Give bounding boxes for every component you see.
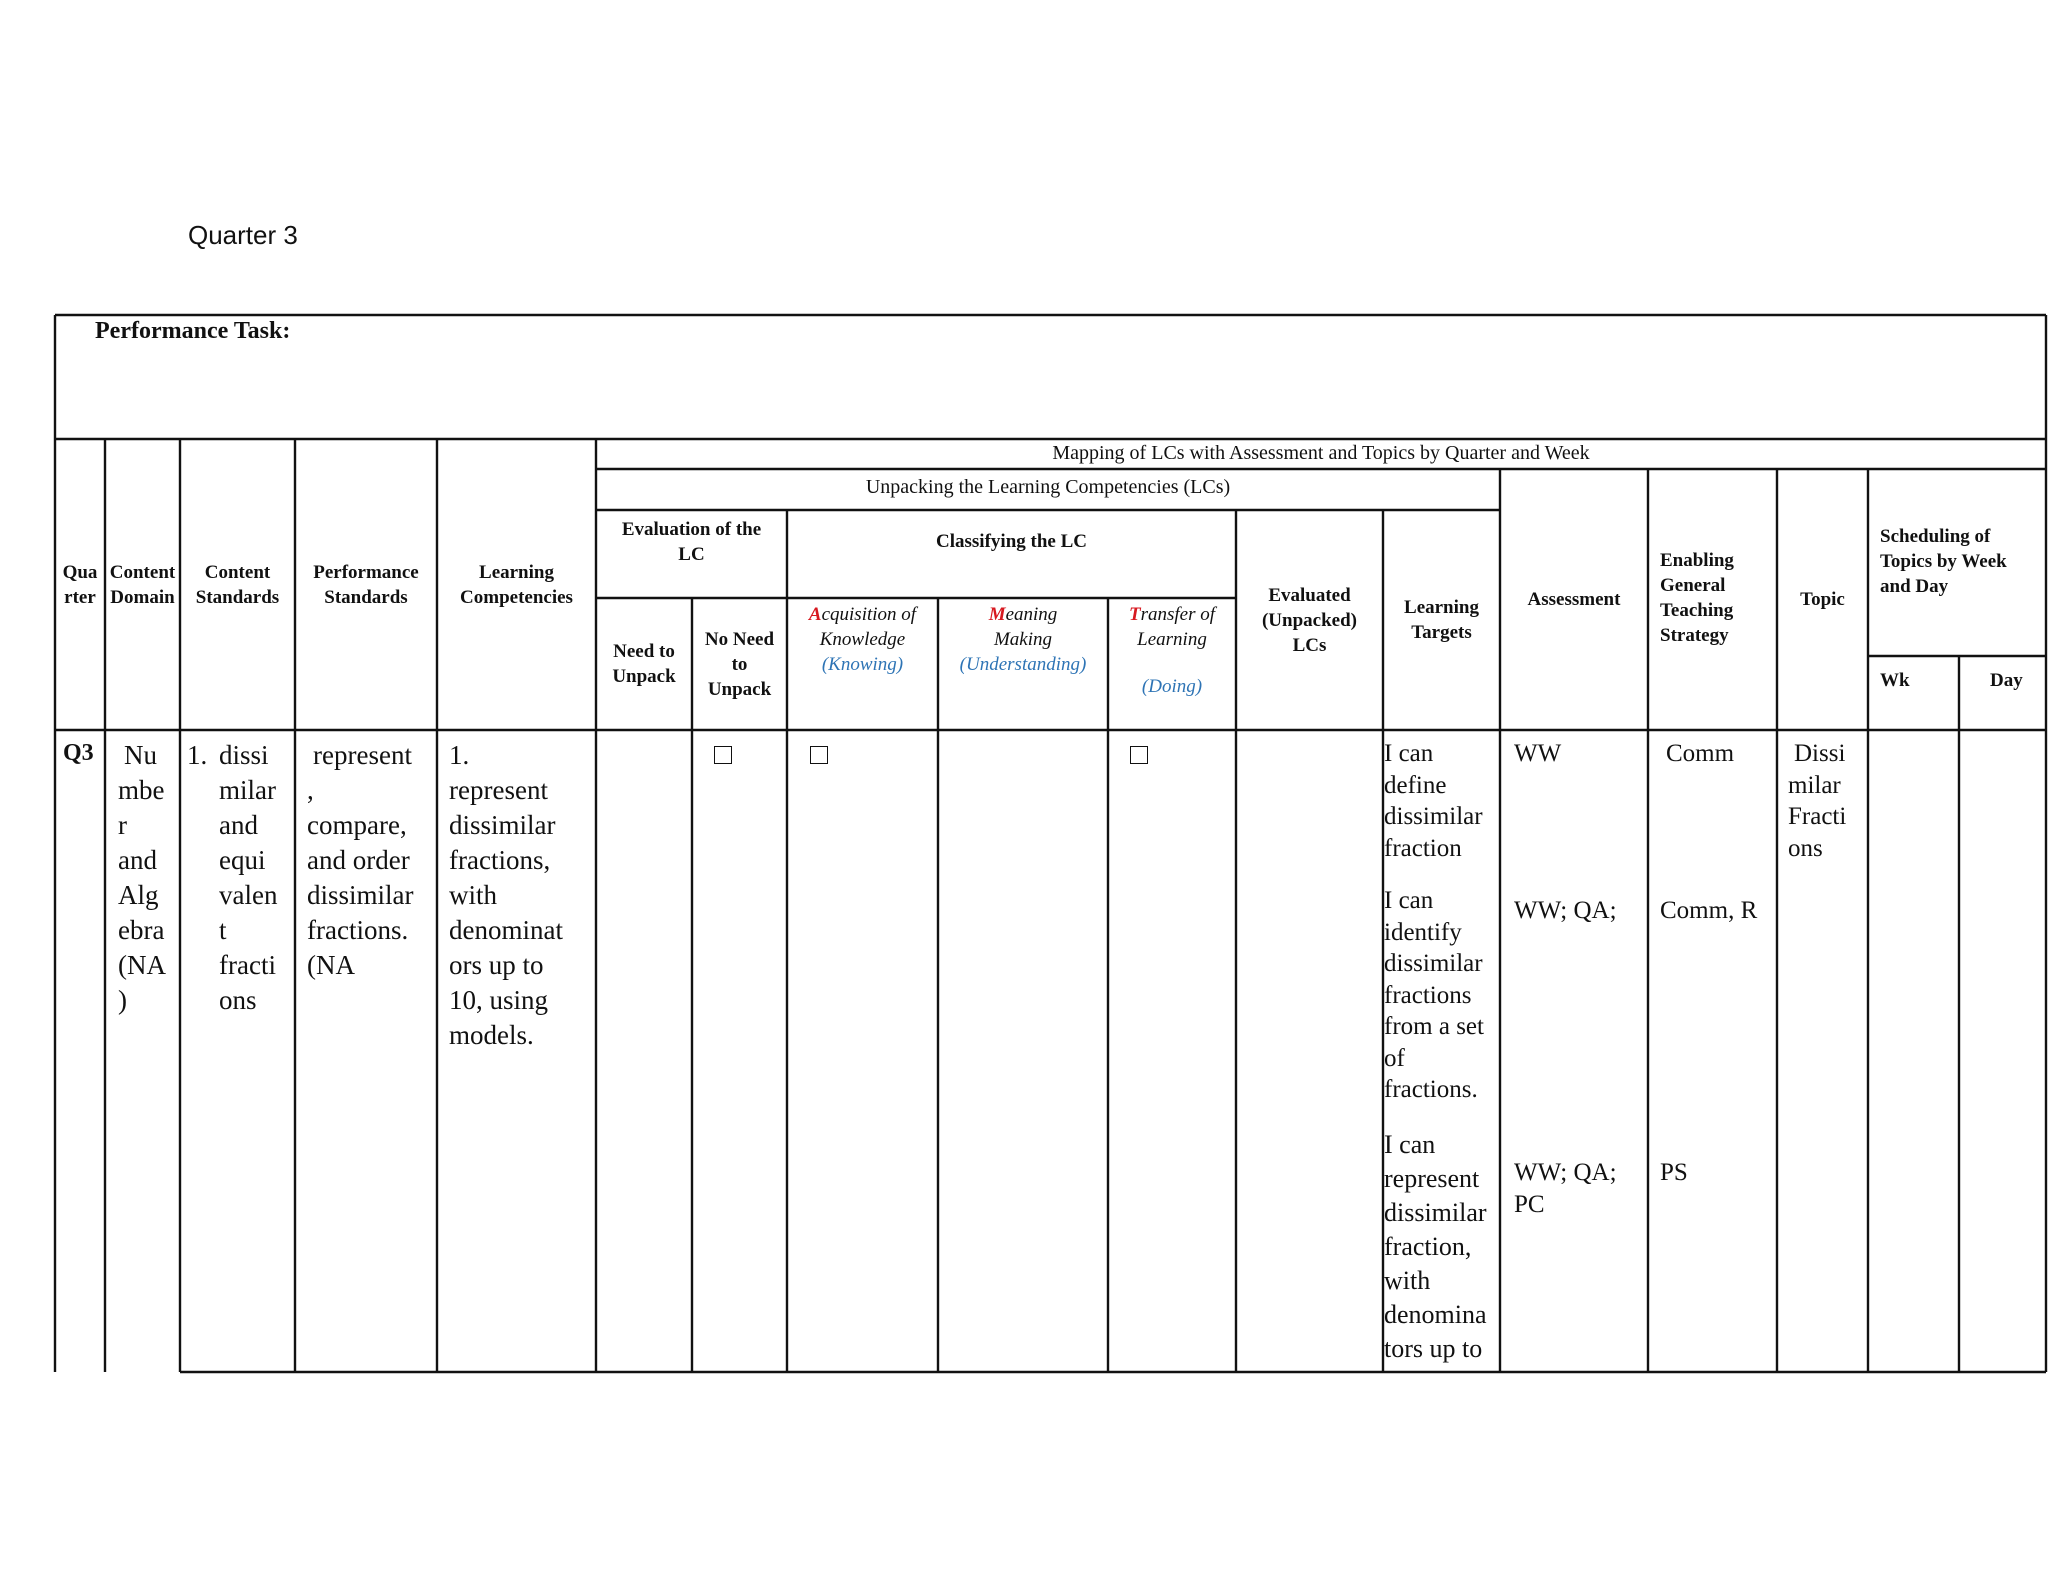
strategy-value-2: Comm, R bbox=[1660, 897, 1758, 924]
quarter-value: Q3 bbox=[63, 740, 94, 766]
meaning-header: Meaning Making (Understanding) bbox=[959, 604, 1087, 675]
day-header: Day bbox=[1990, 670, 2023, 691]
learning-target-3: I can represent dissimilar fraction, with denomina tors up to bbox=[1384, 1130, 1487, 1363]
quarter-label: Quarter 3 bbox=[188, 220, 298, 250]
unpacking-header: Unpacking the Learning Competencies (LCs) bbox=[865, 476, 1231, 498]
assessment-value-3: WW; QA; PC bbox=[1514, 1159, 1617, 1218]
no-need-to-unpack-header: No Need to Unpack bbox=[704, 628, 775, 700]
topic-header: Topic bbox=[1800, 589, 1845, 610]
evaluated-lcs-header: Evaluated (Unpacked) LCs bbox=[1261, 584, 1357, 656]
content-standards-header: Content Standards bbox=[195, 561, 280, 608]
performance-task-label: Performance Task: bbox=[95, 318, 291, 344]
performance-standards-value: represent , compare, and order dissimilar fractions. (NA bbox=[307, 740, 414, 980]
evaluation-header: Evaluation of the LC bbox=[621, 519, 762, 565]
no-need-to-unpack-checkbox[interactable] bbox=[714, 746, 732, 764]
learning-competencies-value: 1. represent dissimilar fractions, with denominat ors up to 10, using models. bbox=[449, 740, 563, 1050]
mapping-header: Mapping of LCs with Assessment and Topics by Quarter and Week bbox=[1052, 442, 1590, 464]
learning-target-1: I can define dissimilar fraction bbox=[1384, 740, 1483, 862]
transfer-checkbox[interactable] bbox=[1130, 746, 1148, 764]
learning-targets-header: Learning Targets bbox=[1404, 597, 1479, 643]
wk-header: Wk bbox=[1880, 670, 1910, 691]
learning-target-2: I can identify dissimilar fractions from a set of fractions. bbox=[1384, 887, 1484, 1103]
transfer-header: Transfer of Learning (Doing) bbox=[1128, 604, 1216, 697]
enabling-strategy-header: Enabling General Teaching Strategy bbox=[1660, 550, 1734, 646]
scheduling-header: Scheduling of Topics by Week and Day bbox=[1880, 526, 2007, 597]
content-standard-number: 1. bbox=[187, 740, 208, 770]
strategy-value-1: Comm bbox=[1666, 740, 1735, 767]
content-domain-value: Nu mbe r and Alg ebra (NA ) bbox=[118, 740, 166, 1015]
performance-standards-header: Performance Standards bbox=[313, 561, 419, 608]
need-to-unpack-header: Need to Unpack bbox=[612, 641, 676, 687]
quarter-column-header: Qua rter bbox=[62, 561, 98, 608]
content-domain-header: Content Domain bbox=[109, 561, 176, 608]
assessment-header: Assessment bbox=[1527, 589, 1621, 610]
acquisition-checkbox[interactable] bbox=[810, 746, 828, 764]
topic-value: Dissi milar Fracti ons bbox=[1788, 740, 1847, 862]
classifying-header: Classifying the LC bbox=[936, 530, 1087, 552]
assessment-value-2: WW; QA; bbox=[1514, 897, 1617, 924]
learning-competencies-header: Learning Competencies bbox=[460, 561, 573, 608]
acquisition-header: Acquisition of Knowledge (Knowing) bbox=[808, 604, 917, 675]
strategy-value-3: PS bbox=[1660, 1159, 1688, 1186]
assessment-value-1: WW bbox=[1514, 740, 1562, 767]
content-standards-value: dissi milar and equi valen t fracti ons bbox=[219, 740, 278, 1015]
